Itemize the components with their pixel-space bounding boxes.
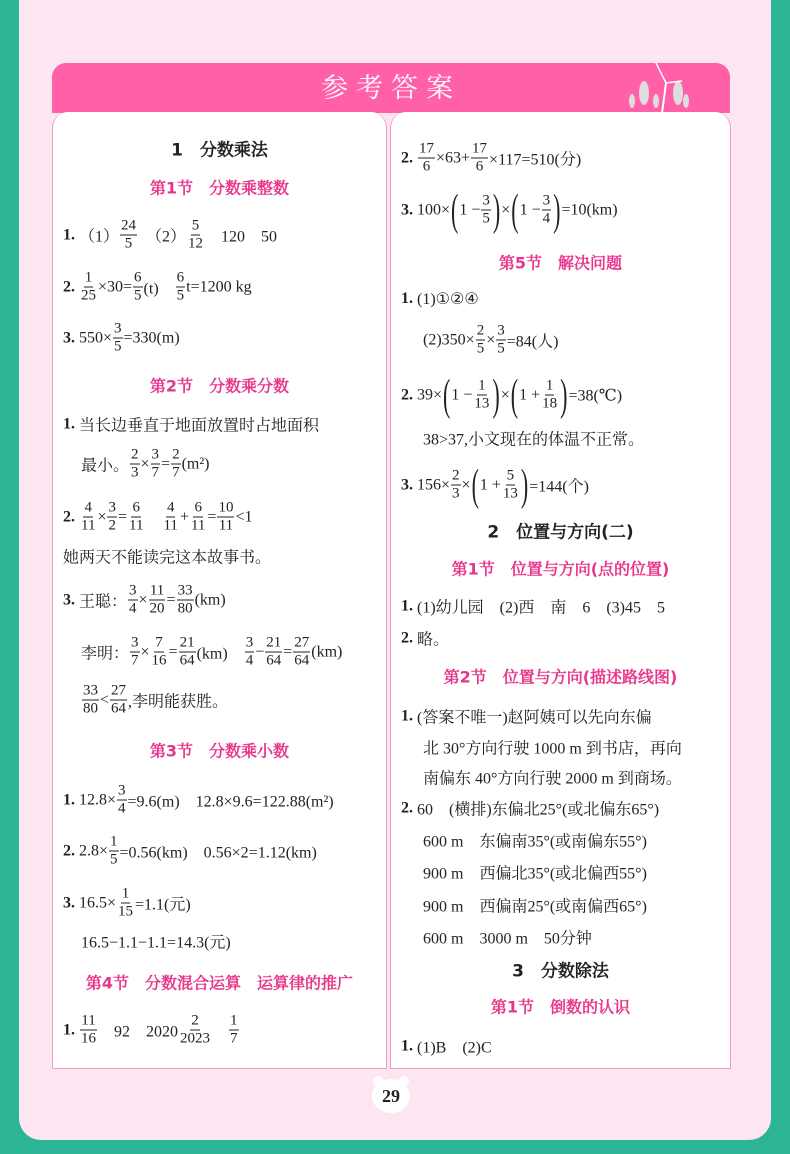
text-segment: × bbox=[500, 386, 510, 403]
left-column bbox=[52, 112, 387, 1069]
fraction-numerator: 6 bbox=[132, 499, 140, 516]
fraction-numerator: 5 bbox=[191, 217, 200, 234]
text-segment: ×30= bbox=[98, 278, 133, 295]
text-segment: × bbox=[461, 476, 471, 493]
text-segment: （2） bbox=[138, 228, 187, 246]
chapter-heading bbox=[391, 957, 730, 982]
fraction-denominator: 11 bbox=[129, 517, 144, 534]
question-number: 2. bbox=[63, 278, 75, 295]
answer-line bbox=[63, 218, 277, 253]
text-segment: 南偏东 40°方向行驶 2000 m 到商场。 bbox=[423, 770, 682, 788]
right-column bbox=[390, 112, 731, 1069]
text-segment: + bbox=[179, 508, 189, 525]
text-segment: 第1节 位置与方向(点的位置) bbox=[451, 559, 670, 579]
fraction-numerator: 4 bbox=[84, 499, 92, 516]
question-number: 1. bbox=[63, 226, 75, 243]
fraction-numerator: 3 bbox=[151, 446, 160, 463]
text-segment: = bbox=[161, 455, 171, 472]
fraction-numerator: 6 bbox=[134, 269, 142, 286]
text-segment: 第5节 解决问题 bbox=[498, 253, 623, 273]
text-segment: (m²) bbox=[181, 455, 210, 472]
text-segment: 600 m 东偏南35°(或南偏东55°) bbox=[423, 833, 647, 851]
answer-line bbox=[63, 1013, 240, 1048]
fraction bbox=[293, 635, 310, 670]
text-segment: 550× bbox=[79, 329, 113, 346]
fraction-denominator: 64 bbox=[266, 652, 282, 669]
question-number: 3. bbox=[401, 201, 413, 218]
fraction-denominator: 16 bbox=[81, 1030, 96, 1047]
text-segment: 900 m 西偏南25°(或南偏西65°) bbox=[423, 898, 647, 916]
question-number: 2. bbox=[63, 508, 75, 525]
section-heading bbox=[53, 971, 386, 994]
question-number: 3. bbox=[401, 476, 413, 493]
fraction-denominator: 11 bbox=[190, 517, 206, 534]
answer-line bbox=[401, 705, 652, 728]
text-segment: 1 − bbox=[459, 201, 481, 218]
answer-line bbox=[401, 1035, 492, 1058]
text-segment: 第1节 分数乘整数 bbox=[149, 178, 290, 198]
text-segment: × bbox=[140, 455, 150, 472]
fraction bbox=[481, 193, 491, 228]
text-segment: 156× bbox=[417, 476, 451, 493]
fraction-numerator: 6 bbox=[194, 499, 202, 516]
fraction-numerator: 2 bbox=[452, 467, 460, 484]
text-segment: 900 m 西偏北35°(或北偏西55°) bbox=[423, 865, 647, 883]
text-segment: 第2节 分数乘分数 bbox=[149, 376, 290, 396]
big-parenthesis: ( bbox=[443, 369, 451, 419]
fraction bbox=[128, 583, 138, 618]
question-number: 3. bbox=[63, 591, 75, 608]
big-parenthesis: ( bbox=[511, 184, 519, 234]
text-segment: =330(m) bbox=[123, 329, 180, 346]
question-number: 3. bbox=[63, 329, 75, 346]
text-segment: 王聪： bbox=[79, 593, 128, 611]
fraction-denominator: 5 bbox=[476, 340, 485, 357]
text-segment: 39× bbox=[417, 386, 443, 403]
fraction-numerator: 3 bbox=[497, 322, 505, 339]
fraction-denominator: 5 bbox=[497, 340, 505, 357]
fraction bbox=[80, 500, 96, 535]
text-segment: ×63+ bbox=[436, 149, 471, 166]
fraction-denominator: 5 bbox=[176, 287, 185, 304]
text-segment: 当长边垂直于地面放置时占地面积 bbox=[79, 417, 320, 435]
answer-line bbox=[63, 886, 191, 921]
fraction bbox=[418, 141, 435, 176]
question-number: 2. bbox=[401, 149, 413, 166]
fraction-denominator: 4 bbox=[118, 800, 126, 817]
fraction-denominator: 13 bbox=[474, 395, 490, 412]
answer-line bbox=[401, 369, 623, 419]
text-segment: = bbox=[207, 508, 217, 525]
fraction-numerator: 11 bbox=[149, 582, 165, 599]
fraction bbox=[110, 683, 127, 718]
question-number: 2. bbox=[401, 386, 413, 403]
answer-line bbox=[401, 459, 589, 509]
big-parenthesis: ) bbox=[492, 369, 500, 419]
fraction-numerator: 3 bbox=[114, 320, 122, 337]
text-segment: (km) bbox=[194, 591, 226, 608]
answer-line bbox=[423, 861, 647, 884]
fraction-denominator: 6 bbox=[475, 158, 484, 175]
fraction-denominator: 4 bbox=[245, 652, 254, 669]
question-number: 2. bbox=[401, 629, 413, 646]
text-segment: =144(个) bbox=[529, 478, 589, 496]
text-segment: (答案不唯一)赵阿姨可以先向东偏 bbox=[417, 709, 652, 727]
text-segment: =9.6(m) 12.8×9.6=122.88(m²) bbox=[127, 793, 334, 811]
big-parenthesis: ( bbox=[471, 459, 479, 509]
fraction-numerator: 33 bbox=[177, 582, 193, 599]
text-segment: 60 (横排)东偏北25°(或北偏东65°) bbox=[417, 801, 660, 819]
question-number: 1. bbox=[63, 791, 75, 808]
text-segment: 第3节 分数乘小数 bbox=[149, 741, 290, 761]
windmill-trees-icon bbox=[618, 63, 708, 113]
fraction-numerator: 1 bbox=[545, 377, 554, 394]
fraction-denominator: 18 bbox=[542, 395, 558, 412]
fraction-numerator: 3 bbox=[129, 582, 137, 599]
text-segment: 她两天不能读完这本故事书。 bbox=[63, 549, 272, 567]
section-heading bbox=[53, 739, 386, 762]
answer-line bbox=[63, 413, 319, 436]
big-parenthesis: ) bbox=[560, 369, 568, 419]
fraction bbox=[451, 468, 461, 503]
text-segment: = bbox=[117, 508, 128, 525]
fraction bbox=[120, 218, 137, 253]
fraction-denominator: 4 bbox=[129, 600, 137, 617]
fraction bbox=[149, 583, 166, 618]
answer-line bbox=[63, 270, 252, 305]
text-segment: 第4节 分数混合运算 运算律的推广 bbox=[85, 973, 354, 993]
fraction-denominator: 16 bbox=[151, 652, 167, 669]
big-parenthesis: ( bbox=[451, 184, 459, 234]
fraction bbox=[133, 270, 143, 305]
fraction bbox=[473, 378, 490, 413]
text-segment bbox=[145, 506, 161, 529]
fraction bbox=[179, 635, 196, 670]
fraction-numerator: 3 bbox=[482, 192, 490, 209]
text-segment: 1 − bbox=[519, 201, 541, 218]
fraction-numerator: 10 bbox=[218, 499, 234, 516]
fraction-numerator: 3 bbox=[108, 499, 116, 516]
question-number: 2. bbox=[401, 799, 413, 816]
text-segment: 北 30°方向行驶 1000 m 到书店，再向 bbox=[423, 740, 682, 758]
section-heading bbox=[53, 374, 386, 397]
fraction bbox=[117, 783, 127, 818]
fraction-numerator: 3 bbox=[131, 634, 139, 651]
fraction-denominator: 7 bbox=[151, 464, 160, 481]
text-segment: 600 m 3000 m 50分钟 bbox=[423, 930, 592, 948]
answer-line bbox=[401, 289, 479, 309]
page-title: 参考答案 bbox=[321, 73, 461, 104]
fraction-denominator: 13 bbox=[502, 485, 518, 502]
fraction-numerator: 11 bbox=[81, 1012, 96, 1029]
answer-line bbox=[423, 736, 682, 759]
text-segment: 第2节 位置与方向(描述路线图) bbox=[443, 667, 678, 687]
text-segment: =84(人) bbox=[506, 333, 559, 351]
fraction-numerator: 33 bbox=[83, 682, 98, 699]
text-segment: = bbox=[166, 591, 176, 608]
text-segment: 2.8× bbox=[79, 842, 109, 859]
section-heading bbox=[391, 995, 730, 1018]
fraction bbox=[187, 218, 204, 253]
fraction-denominator: 7 bbox=[131, 652, 139, 669]
fraction-denominator: 64 bbox=[179, 652, 195, 669]
big-parenthesis: ) bbox=[492, 184, 501, 234]
fraction-denominator: 3 bbox=[452, 485, 460, 502]
chapter-heading bbox=[53, 136, 386, 161]
fraction-denominator: 4 bbox=[542, 210, 551, 227]
text-segment: 1 + bbox=[519, 386, 541, 403]
text-segment: 1 − bbox=[451, 386, 473, 403]
answer-line bbox=[63, 321, 180, 356]
fraction bbox=[176, 270, 186, 305]
fraction-numerator: 1 bbox=[478, 377, 486, 394]
fraction-numerator: 5 bbox=[506, 467, 515, 484]
text-segment: ,李明能获胜。 bbox=[128, 693, 229, 711]
fraction bbox=[128, 500, 144, 535]
fraction-denominator: 11 bbox=[81, 517, 96, 534]
answer-line bbox=[423, 427, 644, 450]
fraction-numerator: 1 bbox=[121, 885, 130, 902]
text-segment: 92 2020 bbox=[98, 1023, 179, 1041]
text-segment: = bbox=[283, 643, 293, 660]
fraction bbox=[179, 1013, 211, 1048]
text-segment: (km) bbox=[196, 645, 244, 663]
fraction bbox=[542, 193, 552, 228]
question-number: 2. bbox=[63, 842, 75, 859]
fraction-denominator: 7 bbox=[230, 1030, 238, 1047]
text-segment: 100× bbox=[417, 201, 451, 218]
fraction bbox=[245, 635, 255, 670]
answer-line bbox=[81, 635, 342, 670]
answer-line bbox=[401, 595, 665, 618]
fraction bbox=[476, 323, 486, 358]
fraction-numerator: 6 bbox=[176, 269, 185, 286]
text-segment: (1)幼儿园 (2)西 南 6 (3)45 5 bbox=[417, 599, 665, 617]
fraction-denominator: 5 bbox=[110, 851, 118, 868]
fraction-denominator: 20 bbox=[149, 600, 165, 617]
fraction-numerator: 3 bbox=[542, 192, 551, 209]
fraction-denominator: 11 bbox=[218, 517, 234, 534]
fraction bbox=[80, 1013, 97, 1048]
big-parenthesis: ) bbox=[520, 459, 529, 509]
text-segment: = bbox=[168, 643, 178, 660]
fraction-denominator: 5 bbox=[482, 210, 490, 227]
fraction-denominator: 5 bbox=[134, 287, 142, 304]
fraction bbox=[113, 321, 123, 356]
section-heading bbox=[53, 176, 386, 199]
text-segment: =10(km) bbox=[561, 201, 618, 218]
fraction bbox=[107, 500, 117, 535]
fraction-denominator: 11 bbox=[163, 517, 178, 534]
fraction-numerator: 1 bbox=[230, 1012, 238, 1029]
answer-line bbox=[81, 447, 209, 482]
fraction bbox=[502, 468, 519, 503]
fraction bbox=[162, 500, 178, 535]
text-segment: − bbox=[255, 643, 265, 660]
text-segment: 16.5× bbox=[79, 894, 117, 911]
text-segment: 最小。 bbox=[81, 457, 130, 475]
text-segment: (1)B (2)C bbox=[417, 1039, 492, 1057]
fraction bbox=[496, 323, 506, 358]
fraction bbox=[177, 583, 194, 618]
fraction-numerator: 17 bbox=[419, 140, 434, 157]
text-segment: × bbox=[138, 591, 148, 608]
text-segment: =0.56(km) 0.56×2=1.12(km) bbox=[119, 844, 317, 862]
text-segment: 1 + bbox=[479, 476, 501, 493]
answer-line bbox=[63, 545, 271, 568]
fraction-numerator: 24 bbox=[121, 217, 137, 234]
answer-line bbox=[81, 683, 228, 718]
text-segment: t=1200 kg bbox=[186, 278, 252, 295]
question-number: 1. bbox=[401, 707, 413, 724]
text-segment: × bbox=[486, 331, 496, 348]
fraction bbox=[171, 447, 181, 482]
fraction bbox=[117, 886, 134, 921]
answer-line bbox=[423, 323, 558, 358]
fraction bbox=[265, 635, 282, 670]
fraction-denominator: 5 bbox=[124, 235, 133, 252]
fraction-denominator: 5 bbox=[114, 338, 122, 355]
answer-header bbox=[52, 63, 730, 113]
fraction-numerator: 2 bbox=[191, 1012, 199, 1029]
answer-line bbox=[423, 926, 592, 949]
text-segment: (km) bbox=[311, 643, 343, 660]
fraction bbox=[541, 378, 558, 413]
fraction bbox=[151, 635, 168, 670]
fraction bbox=[82, 683, 99, 718]
question-number: 1. bbox=[401, 290, 413, 307]
answer-line bbox=[401, 627, 449, 650]
answer-line bbox=[423, 894, 647, 917]
text-segment: 略。 bbox=[417, 631, 450, 649]
fraction-denominator: 15 bbox=[118, 903, 134, 920]
question-number: 1. bbox=[401, 1037, 413, 1054]
section-heading bbox=[391, 665, 730, 688]
text-segment: 李明： bbox=[81, 645, 130, 663]
text-segment: 120 50 bbox=[205, 228, 278, 246]
fraction bbox=[80, 270, 97, 305]
fraction-numerator: 1 bbox=[84, 269, 93, 286]
text-segment: 3 分数除法 bbox=[512, 961, 609, 982]
text-segment: （1） bbox=[79, 228, 120, 246]
fraction bbox=[151, 447, 161, 482]
fraction-denominator: 80 bbox=[83, 700, 98, 717]
fraction-numerator: 27 bbox=[111, 682, 127, 699]
fraction bbox=[229, 1013, 239, 1048]
fraction bbox=[190, 500, 206, 535]
fraction-numerator: 2 bbox=[131, 446, 139, 463]
fraction bbox=[471, 141, 488, 176]
fraction-denominator: 6 bbox=[422, 158, 431, 175]
fraction-numerator: 3 bbox=[245, 634, 254, 651]
page-number: 29 bbox=[372, 1079, 410, 1113]
text-segment: (1)①②④ bbox=[417, 291, 479, 308]
fraction-denominator: 64 bbox=[111, 700, 127, 717]
fraction-numerator: 27 bbox=[294, 634, 310, 651]
fraction-numerator: 1 bbox=[110, 833, 118, 850]
text-segment: <1 bbox=[235, 508, 253, 525]
text-segment: 1 分数乘法 bbox=[171, 140, 268, 161]
answer-line bbox=[81, 930, 231, 953]
question-number: 1. bbox=[401, 597, 413, 614]
fraction-denominator: 12 bbox=[188, 235, 204, 252]
text-segment: < bbox=[100, 691, 110, 708]
text-segment bbox=[212, 1019, 228, 1042]
fraction bbox=[130, 635, 140, 670]
chapter-heading bbox=[391, 518, 730, 543]
text-segment: (2)350× bbox=[423, 331, 475, 348]
answer-line bbox=[423, 766, 682, 789]
fraction-numerator: 3 bbox=[118, 782, 126, 799]
fraction bbox=[217, 500, 234, 535]
text-segment: 2 位置与方向(二) bbox=[487, 522, 634, 543]
text-segment: 12.8× bbox=[79, 791, 117, 808]
answer-line bbox=[63, 500, 252, 535]
big-parenthesis: ( bbox=[510, 369, 519, 419]
text-segment: 38>37,小文现在的体温不正常。 bbox=[423, 431, 645, 449]
text-segment: × bbox=[97, 508, 107, 525]
answer-line bbox=[401, 797, 659, 820]
answer-line bbox=[63, 583, 226, 618]
section-heading bbox=[391, 557, 730, 580]
text-segment: ×117=510(分) bbox=[489, 151, 582, 169]
text-segment: 第1节 倒数的认识 bbox=[490, 997, 631, 1017]
answer-line bbox=[63, 834, 317, 869]
fraction-denominator: 3 bbox=[131, 464, 139, 481]
fraction-numerator: 4 bbox=[166, 499, 175, 516]
answer-line bbox=[401, 184, 618, 234]
fraction-numerator: 7 bbox=[155, 634, 163, 651]
fraction-numerator: 2 bbox=[172, 446, 180, 463]
text-segment: × bbox=[501, 201, 511, 218]
text-segment: (t) bbox=[143, 280, 175, 298]
answer-line bbox=[423, 829, 647, 852]
fraction-numerator: 21 bbox=[179, 634, 195, 651]
fraction-denominator: 2023 bbox=[180, 1030, 211, 1047]
text-segment: 16.5−1.1−1.1=14.3(元) bbox=[81, 934, 231, 952]
fraction-denominator: 80 bbox=[177, 600, 193, 617]
fraction-denominator: 64 bbox=[294, 652, 310, 669]
text-segment: =38(℃) bbox=[568, 387, 623, 404]
section-heading bbox=[391, 251, 730, 274]
question-number: 1. bbox=[63, 415, 75, 432]
fraction bbox=[109, 834, 119, 869]
fraction-numerator: 21 bbox=[266, 634, 282, 651]
text-segment: × bbox=[140, 643, 150, 660]
answer-line bbox=[63, 783, 334, 818]
fraction-numerator: 17 bbox=[472, 140, 488, 157]
fraction-denominator: 25 bbox=[81, 287, 96, 304]
question-number: 1. bbox=[63, 1021, 75, 1038]
fraction-denominator: 7 bbox=[172, 464, 180, 481]
fraction bbox=[130, 447, 140, 482]
answer-line bbox=[401, 141, 581, 176]
fraction-denominator: 2 bbox=[108, 517, 116, 534]
fraction-numerator: 2 bbox=[476, 322, 485, 339]
text-segment: =1.1(元) bbox=[135, 896, 191, 914]
question-number: 3. bbox=[63, 894, 75, 911]
big-parenthesis: ) bbox=[553, 184, 561, 234]
